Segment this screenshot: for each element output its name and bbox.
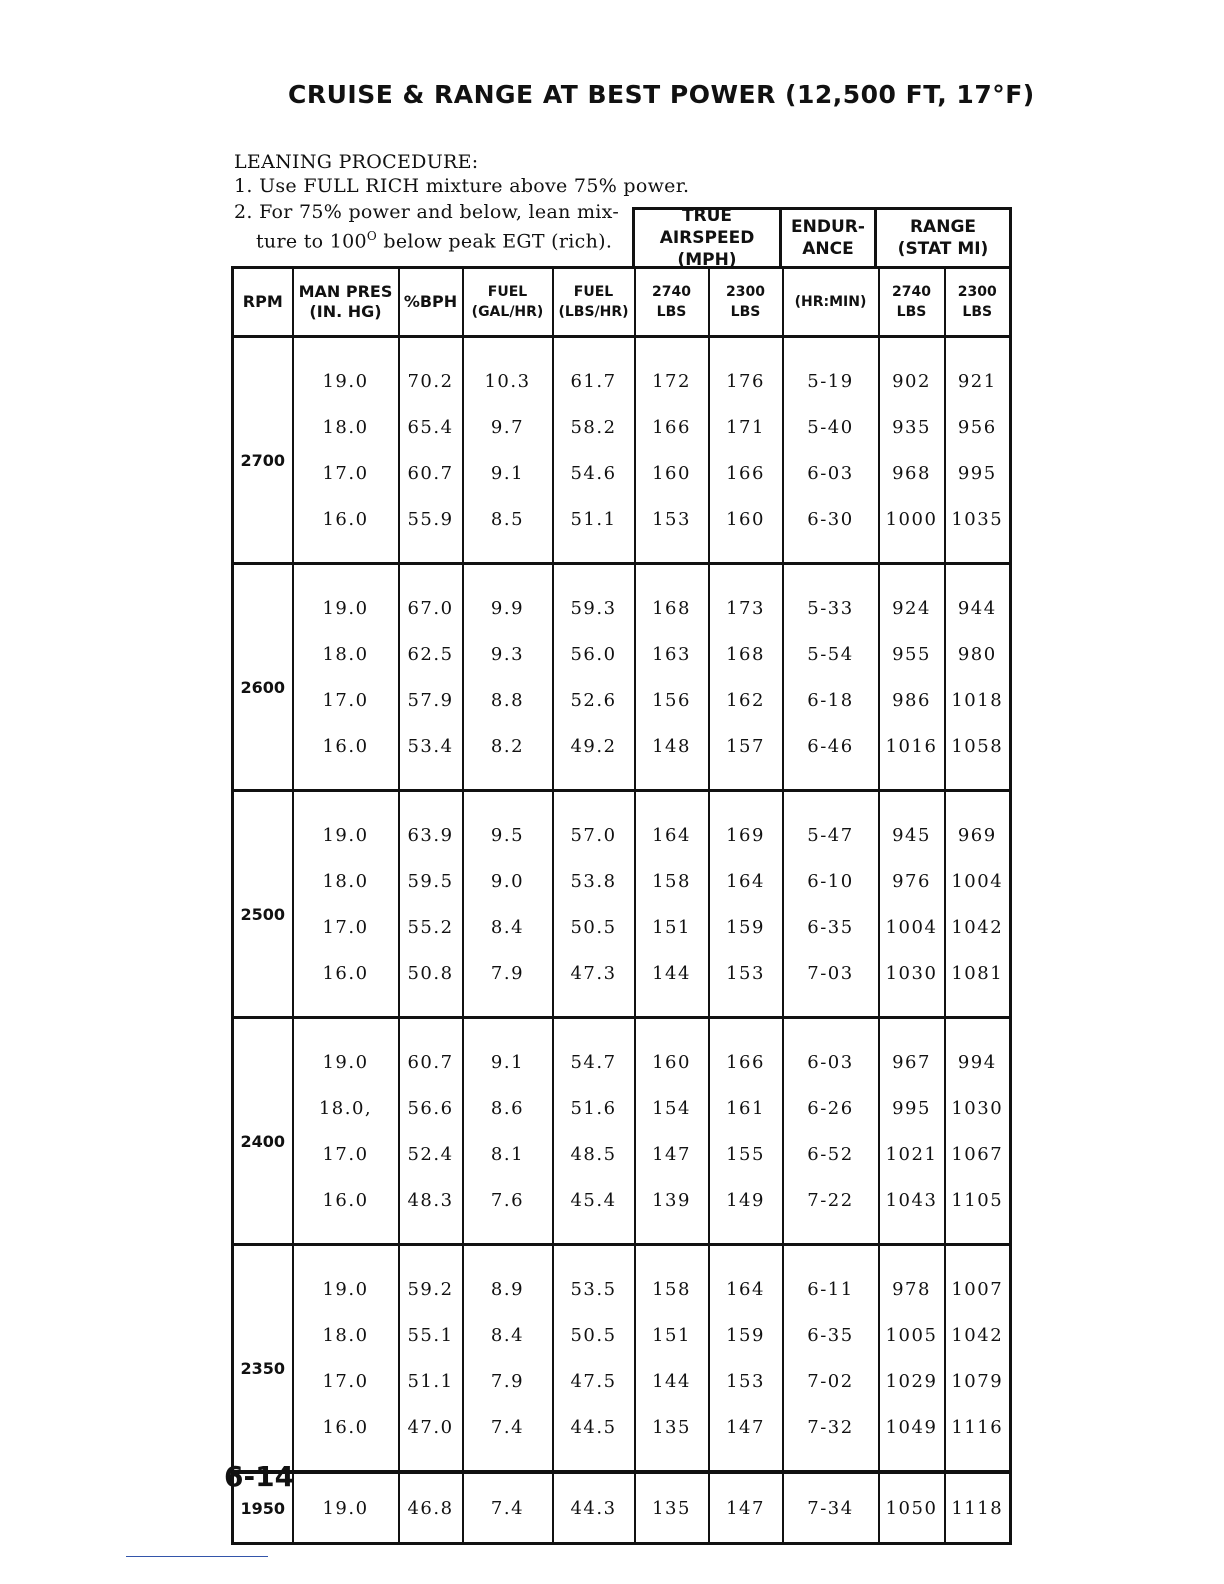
table-row [233,677,1011,723]
fuel-lbs-cell: 59.3 [553,564,635,632]
tas-2740-cell: 135 [635,1404,709,1472]
bph-cell: 48.3 [399,1177,463,1245]
range-2300-cell: 1030 [945,1085,1011,1131]
col-header-rpm: RPM [233,268,293,337]
range-2740-cell: 967 [879,1018,945,1086]
endurance-cell: 6-03 [783,450,879,496]
man-pres-cell: 16.0 [293,723,399,791]
fuel-gal-cell: 9.7 [463,404,553,450]
table-row [233,496,1011,564]
tas-2300-cell: 164 [709,858,783,904]
range-2740-cell: 1050 [879,1472,945,1544]
fuel-gal-cell: 7.9 [463,1358,553,1404]
table-row [233,791,1011,859]
bph-cell: 55.2 [399,904,463,950]
fuel-gal-cell: 9.0 [463,858,553,904]
tas-2740-cell: 139 [635,1177,709,1245]
fuel-gal-cell: 7.9 [463,950,553,1018]
range-header-line2: (STAT MI) [897,239,989,259]
range-2740-cell: 1030 [879,950,945,1018]
column-header-row [233,268,1011,337]
fuel-lbs-cell: 49.2 [553,723,635,791]
endurance-cell: 6-35 [783,1312,879,1358]
range-2300-cell: 1018 [945,677,1011,723]
endurance-header-line2: ANCE [802,239,854,259]
fuel-lbs-cell: 51.1 [553,496,635,564]
tas-2740-cell: 151 [635,904,709,950]
man-pres-cell: 18.0, [293,1085,399,1131]
range-2300-cell: 969 [945,791,1011,859]
fuel-gal-cell: 9.3 [463,631,553,677]
bph-cell: 56.6 [399,1085,463,1131]
tas-2300-cell: 159 [709,904,783,950]
col-header-man-pres: MAN PRES (IN. HG) [293,268,399,337]
fuel-lbs-cell: 48.5 [553,1131,635,1177]
tas-2300-cell: 147 [709,1404,783,1472]
range-2300-cell: 980 [945,631,1011,677]
endurance-cell: 6-30 [783,496,879,564]
fuel-lbs-cell: 54.6 [553,450,635,496]
col-header-range-2740: 2740 LBS [879,268,945,337]
endurance-cell: 7-02 [783,1358,879,1404]
man-pres-cell: 16.0 [293,1177,399,1245]
table-row [233,404,1011,450]
man-pres-cell: 19.0 [293,337,399,405]
fuel-gal-cell: 8.4 [463,904,553,950]
tas-2300-cell: 160 [709,496,783,564]
rpm-cell: 2600 [233,564,293,791]
range-2740-cell: 968 [879,450,945,496]
range-2740-cell: 935 [879,404,945,450]
range-2740-cell: 924 [879,564,945,632]
tas-2740-cell: 158 [635,858,709,904]
tas-2300-cell: 164 [709,1245,783,1313]
range-2740-cell: 1004 [879,904,945,950]
fuel-lbs-cell: 57.0 [553,791,635,859]
tas-2740-cell: 151 [635,1312,709,1358]
range-2740-cell: 1016 [879,723,945,791]
tas-2740-cell: 160 [635,450,709,496]
bph-cell: 65.4 [399,404,463,450]
range-2300-cell: 995 [945,450,1011,496]
table-row [233,1085,1011,1131]
fuel-gal-cell: 9.1 [463,1018,553,1086]
fuel-lbs-cell: 50.5 [553,1312,635,1358]
range-2740-cell: 1005 [879,1312,945,1358]
range-2740-cell: 1043 [879,1177,945,1245]
bph-cell: 60.7 [399,1018,463,1086]
range-2300-cell: 1007 [945,1245,1011,1313]
fuel-lbs-cell: 53.5 [553,1245,635,1313]
col-header-tas-2300: 2300 LBS [709,268,783,337]
fuel-gal-cell: 8.5 [463,496,553,564]
tas-2740-cell: 160 [635,1018,709,1086]
rpm-cell: 2700 [233,337,293,564]
rpm-cell: 2500 [233,791,293,1018]
tas-2300-cell: 149 [709,1177,783,1245]
table-row [233,950,1011,1018]
man-pres-cell: 18.0 [293,404,399,450]
range-2740-cell: 1029 [879,1358,945,1404]
endurance-cell: 6-35 [783,904,879,950]
endurance-cell: 5-33 [783,564,879,632]
tas-2300-cell: 159 [709,1312,783,1358]
table-row [233,723,1011,791]
tas-2740-cell: 168 [635,564,709,632]
man-pres-cell: 18.0 [293,858,399,904]
range-2740-cell: 995 [879,1085,945,1131]
endurance-cell: 7-03 [783,950,879,1018]
rpm-cell: 2400 [233,1018,293,1245]
range-2740-cell: 1021 [879,1131,945,1177]
bph-cell: 62.5 [399,631,463,677]
endurance-cell: 6-26 [783,1085,879,1131]
table-row [233,631,1011,677]
true-airspeed-header-line2: AIRSPEED (MPH) [659,228,755,270]
man-pres-cell: 19.0 [293,1245,399,1313]
table-row [233,564,1011,632]
range-2300-cell: 1035 [945,496,1011,564]
fuel-gal-cell: 8.1 [463,1131,553,1177]
table-row [233,1312,1011,1358]
man-pres-cell: 16.0 [293,1404,399,1472]
tas-2740-cell: 154 [635,1085,709,1131]
endurance-cell: 6-52 [783,1131,879,1177]
endurance-group-header [779,207,877,269]
fuel-gal-cell: 8.6 [463,1085,553,1131]
tas-2740-cell: 158 [635,1245,709,1313]
col-header-fuel-gal: FUEL (GAL/HR) [463,268,553,337]
tas-2740-cell: 156 [635,677,709,723]
tas-2300-cell: 166 [709,450,783,496]
range-2300-cell: 944 [945,564,1011,632]
tas-2300-cell: 161 [709,1085,783,1131]
man-pres-cell: 18.0 [293,631,399,677]
range-2740-cell: 976 [879,858,945,904]
bph-cell: 60.7 [399,450,463,496]
tas-2300-cell: 157 [709,723,783,791]
fuel-lbs-cell: 44.3 [553,1472,635,1544]
range-2300-cell: 1116 [945,1404,1011,1472]
range-2300-cell: 1105 [945,1177,1011,1245]
cruise-range-table [231,266,1012,1545]
true-airspeed-header-line1: TRUE [681,206,733,226]
leaning-procedure-step-2-text-a: ture to 100 [256,230,367,253]
endurance-cell: 5-47 [783,791,879,859]
bph-cell: 57.9 [399,677,463,723]
tas-2740-cell: 144 [635,1358,709,1404]
fuel-gal-cell: 8.9 [463,1245,553,1313]
footer-rule [126,1556,268,1557]
man-pres-cell: 17.0 [293,677,399,723]
range-2300-cell: 1042 [945,904,1011,950]
bph-cell: 47.0 [399,1404,463,1472]
bph-cell: 59.2 [399,1245,463,1313]
man-pres-cell: 16.0 [293,950,399,1018]
bph-cell: 67.0 [399,564,463,632]
page-number: 6-14 [224,1460,295,1493]
fuel-gal-cell: 7.4 [463,1404,553,1472]
fuel-gal-cell: 9.1 [463,450,553,496]
range-2300-cell: 1118 [945,1472,1011,1544]
fuel-lbs-cell: 61.7 [553,337,635,405]
fuel-gal-cell: 7.4 [463,1472,553,1544]
table-row [233,858,1011,904]
bph-cell: 55.1 [399,1312,463,1358]
fuel-gal-cell: 8.4 [463,1312,553,1358]
page-title: CRUISE & RANGE AT BEST POWER (12,500 FT, 17°F) [288,80,1035,109]
range-2740-cell: 978 [879,1245,945,1313]
rpm-cell: 2350 [233,1245,293,1473]
range-2740-cell: 945 [879,791,945,859]
endurance-header-line1: ENDUR- [791,217,865,237]
man-pres-cell: 19.0 [293,791,399,859]
tas-2300-cell: 147 [709,1472,783,1544]
fuel-gal-cell: 9.5 [463,791,553,859]
col-header-range-2300: 2300 LBS [945,268,1011,337]
range-2740-cell: 1049 [879,1404,945,1472]
tas-2300-cell: 173 [709,564,783,632]
fuel-gal-cell: 8.2 [463,723,553,791]
fuel-lbs-cell: 51.6 [553,1085,635,1131]
table-row [233,1245,1011,1313]
fuel-lbs-cell: 52.6 [553,677,635,723]
bph-cell: 46.8 [399,1472,463,1544]
table-row [233,450,1011,496]
leaning-procedure-step-2-cont [256,224,612,253]
degree-superscript: O [366,229,378,243]
man-pres-cell: 17.0 [293,1358,399,1404]
table-row [233,904,1011,950]
fuel-lbs-cell: 47.3 [553,950,635,1018]
table-row [233,337,1011,405]
bph-cell: 63.9 [399,791,463,859]
fuel-lbs-cell: 44.5 [553,1404,635,1472]
range-2740-cell: 902 [879,337,945,405]
bph-cell: 59.5 [399,858,463,904]
bph-cell: 70.2 [399,337,463,405]
fuel-gal-cell: 7.6 [463,1177,553,1245]
range-2740-cell: 955 [879,631,945,677]
endurance-cell: 6-03 [783,1018,879,1086]
tas-2300-cell: 162 [709,677,783,723]
table-row [233,1472,1011,1544]
man-pres-cell: 16.0 [293,496,399,564]
bph-cell: 53.4 [399,723,463,791]
range-2300-cell: 956 [945,404,1011,450]
tas-2740-cell: 153 [635,496,709,564]
bph-cell: 50.8 [399,950,463,1018]
fuel-lbs-cell: 47.5 [553,1358,635,1404]
tas-2300-cell: 171 [709,404,783,450]
range-2740-cell: 1000 [879,496,945,564]
tas-2300-cell: 176 [709,337,783,405]
table-row [233,1018,1011,1086]
fuel-lbs-cell: 45.4 [553,1177,635,1245]
tas-2740-cell: 166 [635,404,709,450]
endurance-cell: 7-22 [783,1177,879,1245]
tas-2300-cell: 166 [709,1018,783,1086]
endurance-cell: 5-54 [783,631,879,677]
range-2300-cell: 994 [945,1018,1011,1086]
tas-2740-cell: 172 [635,337,709,405]
range-2300-cell: 921 [945,337,1011,405]
tas-2300-cell: 169 [709,791,783,859]
endurance-cell: 5-19 [783,337,879,405]
endurance-cell: 6-11 [783,1245,879,1313]
tas-2740-cell: 148 [635,723,709,791]
man-pres-cell: 17.0 [293,450,399,496]
fuel-lbs-cell: 53.8 [553,858,635,904]
tas-2740-cell: 135 [635,1472,709,1544]
range-2300-cell: 1042 [945,1312,1011,1358]
endurance-cell: 7-32 [783,1404,879,1472]
col-header-fuel-lbs: FUEL (LBS/HR) [553,268,635,337]
range-header-line1: RANGE [909,217,977,237]
endurance-cell: 7-34 [783,1472,879,1544]
range-2300-cell: 1004 [945,858,1011,904]
true-airspeed-group-header [632,207,782,269]
tas-2740-cell: 144 [635,950,709,1018]
fuel-gal-cell: 8.8 [463,677,553,723]
endurance-cell: 6-10 [783,858,879,904]
leaning-procedure-step-1: 1. Use FULL RICH mixture above 75% power. [234,175,690,197]
bph-cell: 52.4 [399,1131,463,1177]
fuel-gal-cell: 9.9 [463,564,553,632]
tas-2300-cell: 168 [709,631,783,677]
endurance-cell: 6-18 [783,677,879,723]
table-row [233,1358,1011,1404]
range-2300-cell: 1079 [945,1358,1011,1404]
leaning-procedure-step-2: 2. For 75% power and below, lean mix- [234,201,620,223]
tas-2740-cell: 164 [635,791,709,859]
table-row [233,1404,1011,1472]
range-2300-cell: 1081 [945,950,1011,1018]
endurance-cell: 6-46 [783,723,879,791]
man-pres-cell: 19.0 [293,564,399,632]
leaning-procedure-heading: LEANING PROCEDURE: [234,151,479,173]
table-row [233,1177,1011,1245]
man-pres-cell: 18.0 [293,1312,399,1358]
range-group-header [874,207,1012,269]
bph-cell: 51.1 [399,1358,463,1404]
table-row [233,1131,1011,1177]
fuel-lbs-cell: 50.5 [553,904,635,950]
man-pres-cell: 17.0 [293,1131,399,1177]
fuel-lbs-cell: 54.7 [553,1018,635,1086]
range-2300-cell: 1058 [945,723,1011,791]
table-body [233,337,1011,1544]
tas-2300-cell: 155 [709,1131,783,1177]
fuel-gal-cell: 10.3 [463,337,553,405]
leaning-procedure-step-2-text-b: below peak EGT (rich). [377,230,613,253]
fuel-lbs-cell: 56.0 [553,631,635,677]
tas-2740-cell: 163 [635,631,709,677]
man-pres-cell: 19.0 [293,1018,399,1086]
tas-2300-cell: 153 [709,950,783,1018]
range-2300-cell: 1067 [945,1131,1011,1177]
rpm-cell: 1950 [233,1472,293,1544]
fuel-lbs-cell: 58.2 [553,404,635,450]
range-2740-cell: 986 [879,677,945,723]
endurance-cell: 5-40 [783,404,879,450]
tas-2740-cell: 147 [635,1131,709,1177]
man-pres-cell: 17.0 [293,904,399,950]
col-header-bph: %BPH [399,268,463,337]
tas-2300-cell: 153 [709,1358,783,1404]
col-header-endurance: (HR:MIN) [783,268,879,337]
man-pres-cell: 19.0 [293,1472,399,1544]
bph-cell: 55.9 [399,496,463,564]
col-header-tas-2740: 2740 LBS [635,268,709,337]
